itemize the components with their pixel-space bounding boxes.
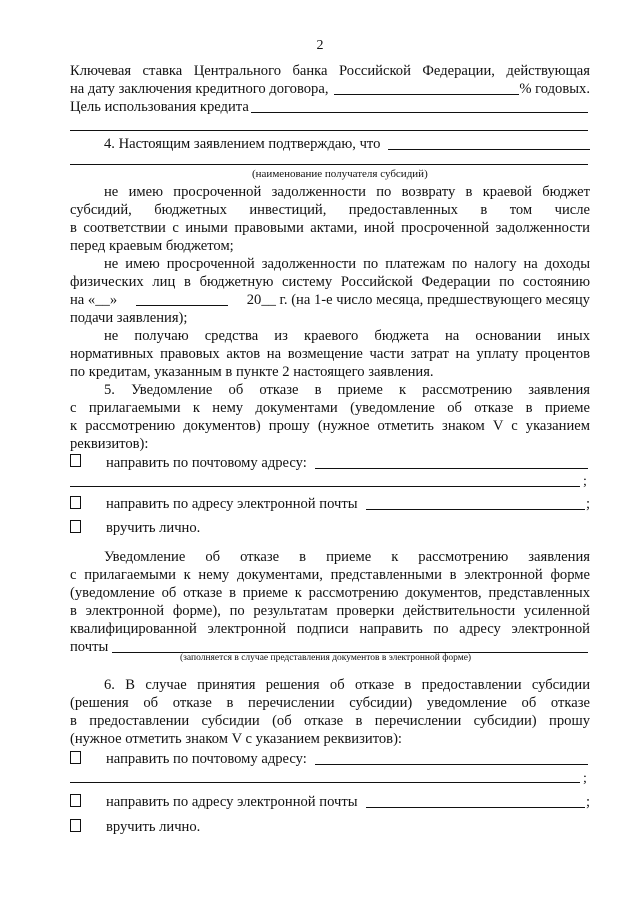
item5-post-label: направить по почтовому адресу: [106, 455, 307, 471]
item6-post-address-field[interactable] [315, 764, 588, 765]
item5-email-label: направить по адресу электронной почты [106, 496, 358, 512]
item6-email-field[interactable] [366, 807, 585, 808]
item6-post-label: направить по почтовому адресу: [106, 751, 307, 767]
recipient-name-caption: (наименование получателя субсидий) [252, 168, 428, 180]
item6-line-3: в предоставлении субсидии (об отказе в перечислении субсидии) прошу [70, 713, 590, 729]
item4-p2-line-1: не имею просроченной задолженности по платежам по налогу на доходы [104, 256, 590, 272]
item6-email-label: направить по адресу электронной почты [106, 794, 358, 810]
item6-email-checkbox[interactable] [70, 794, 81, 807]
date-year-label: 20__ г. (на 1-е число месяца, предшествующего месяцу [246, 292, 590, 308]
item6-post-checkbox[interactable] [70, 751, 81, 764]
item5-electronic-email-label: почты [70, 639, 109, 655]
item6-post-address-field-line-2[interactable] [70, 782, 580, 783]
item5-hand-checkbox[interactable] [70, 520, 81, 533]
item6-post-semicolon: ; [583, 771, 587, 786]
item5-electronic-line-5: квалифицированной электронной подписи направить по адресу электронной [70, 621, 590, 637]
rate-value-field[interactable] [334, 94, 519, 95]
item4-intro: 4. Настоящим заявлением подтверждаю, что [104, 136, 381, 152]
item6-line-4: (нужное отметить знаком V с указанием реквизитов): [70, 731, 402, 747]
page-number: 2 [316, 38, 324, 53]
recipient-name-field-line-2[interactable] [70, 164, 588, 165]
date-month-field[interactable] [136, 305, 228, 306]
item5-email-option [106, 495, 590, 513]
item5-electronic-line-2: с прилагаемыми к нему документами, представленными в электронной форме [70, 567, 590, 583]
date-day-label: на «__» [70, 292, 118, 308]
item6-post-option [106, 750, 588, 768]
item5-line-2: с прилагаемыми к нему документами (уведомление об отказе в приеме [70, 400, 590, 416]
purpose-label: Цель использования кредита [70, 99, 249, 115]
item5-electronic-line-3: (уведомление об отказе в приеме к рассмотрению документов, представленных [70, 585, 590, 601]
item5-post-address-field[interactable] [315, 468, 588, 469]
item5-post-semicolon: ; [583, 474, 587, 489]
item5-line-1: 5. Уведомление об отказе в приеме к рассмотрению заявления [104, 382, 590, 398]
item6-hand-label: вручить лично. [106, 819, 201, 835]
item5-email-checkbox[interactable] [70, 496, 81, 509]
rate-date-label: на дату заключения кредитного договора, [70, 81, 329, 97]
item5-post-address-field-line-2[interactable] [70, 486, 580, 487]
item5-electronic-line-4: в электронной форме), по результатам проверки действительности усиленной [70, 603, 590, 619]
item4-p2-line-4: подачи заявления); [70, 310, 188, 326]
item4-p3-line-1: не получаю средства из краевого бюджета на основании иных [104, 328, 590, 344]
item5-electronic-email-caption: (заполняется в случае представления документов в электронной форме) [180, 653, 472, 663]
item4-p1-line-3: в соответствии с иными правовыми актами, иной просроченной задолженности [70, 220, 590, 236]
purpose-line [70, 98, 590, 116]
item5-post-checkbox[interactable] [70, 454, 81, 467]
item6-hand-checkbox[interactable] [70, 819, 81, 832]
purpose-field-line-2[interactable] [70, 130, 588, 131]
item5-electronic-line-1: Уведомление об отказе в приеме к рассмотрению заявления [104, 549, 590, 565]
purpose-field[interactable] [251, 112, 588, 113]
item5-email-field[interactable] [366, 509, 585, 510]
item5-email-semicolon: ; [585, 496, 590, 512]
item5-post-option [106, 454, 588, 472]
item6-email-semicolon: ; [585, 794, 590, 810]
rate-percent-label: % годовых. [519, 81, 590, 97]
item5-hand-label: вручить лично. [106, 520, 201, 536]
rate-line-2 [70, 80, 590, 98]
item4-p1-line-2: субсидий, бюджетных инвестиций, предоставленных в том числе [70, 202, 590, 218]
item4-p2-date-line [70, 291, 590, 309]
item6-line-2: (решения об отказе в перечислении субсидии) уведомление об отказе [70, 695, 590, 711]
item6-line-1: 6. В случае принятия решения об отказе в предоставлении субсидии [104, 677, 590, 693]
item4-p1-line-1: не имею просроченной задолженности по возврату в краевой бюджет [104, 184, 590, 200]
item4-p3-line-3: по кредитам, указанным в пункте 2 настоящего заявления. [70, 364, 434, 380]
item5-line-4: реквизитов): [70, 436, 149, 452]
rate-line-1: Ключевая ставка Центрального банка Российской Федерации, действующая [70, 63, 590, 79]
item4-p1-line-4: перед краевым бюджетом; [70, 238, 234, 254]
item5-line-3: к рассмотрению документов) прошу (нужное отметить знаком V с указанием [70, 418, 590, 434]
item4-p2-line-2: физических лиц в бюджетную систему Российской Федерации по состоянию [70, 274, 590, 290]
recipient-name-field[interactable] [388, 149, 590, 150]
item6-email-option [106, 793, 590, 811]
item4-p3-line-2: нормативных правовых актов на возмещение части затрат на уплату процентов [70, 346, 590, 362]
item4-intro-line [104, 135, 590, 153]
